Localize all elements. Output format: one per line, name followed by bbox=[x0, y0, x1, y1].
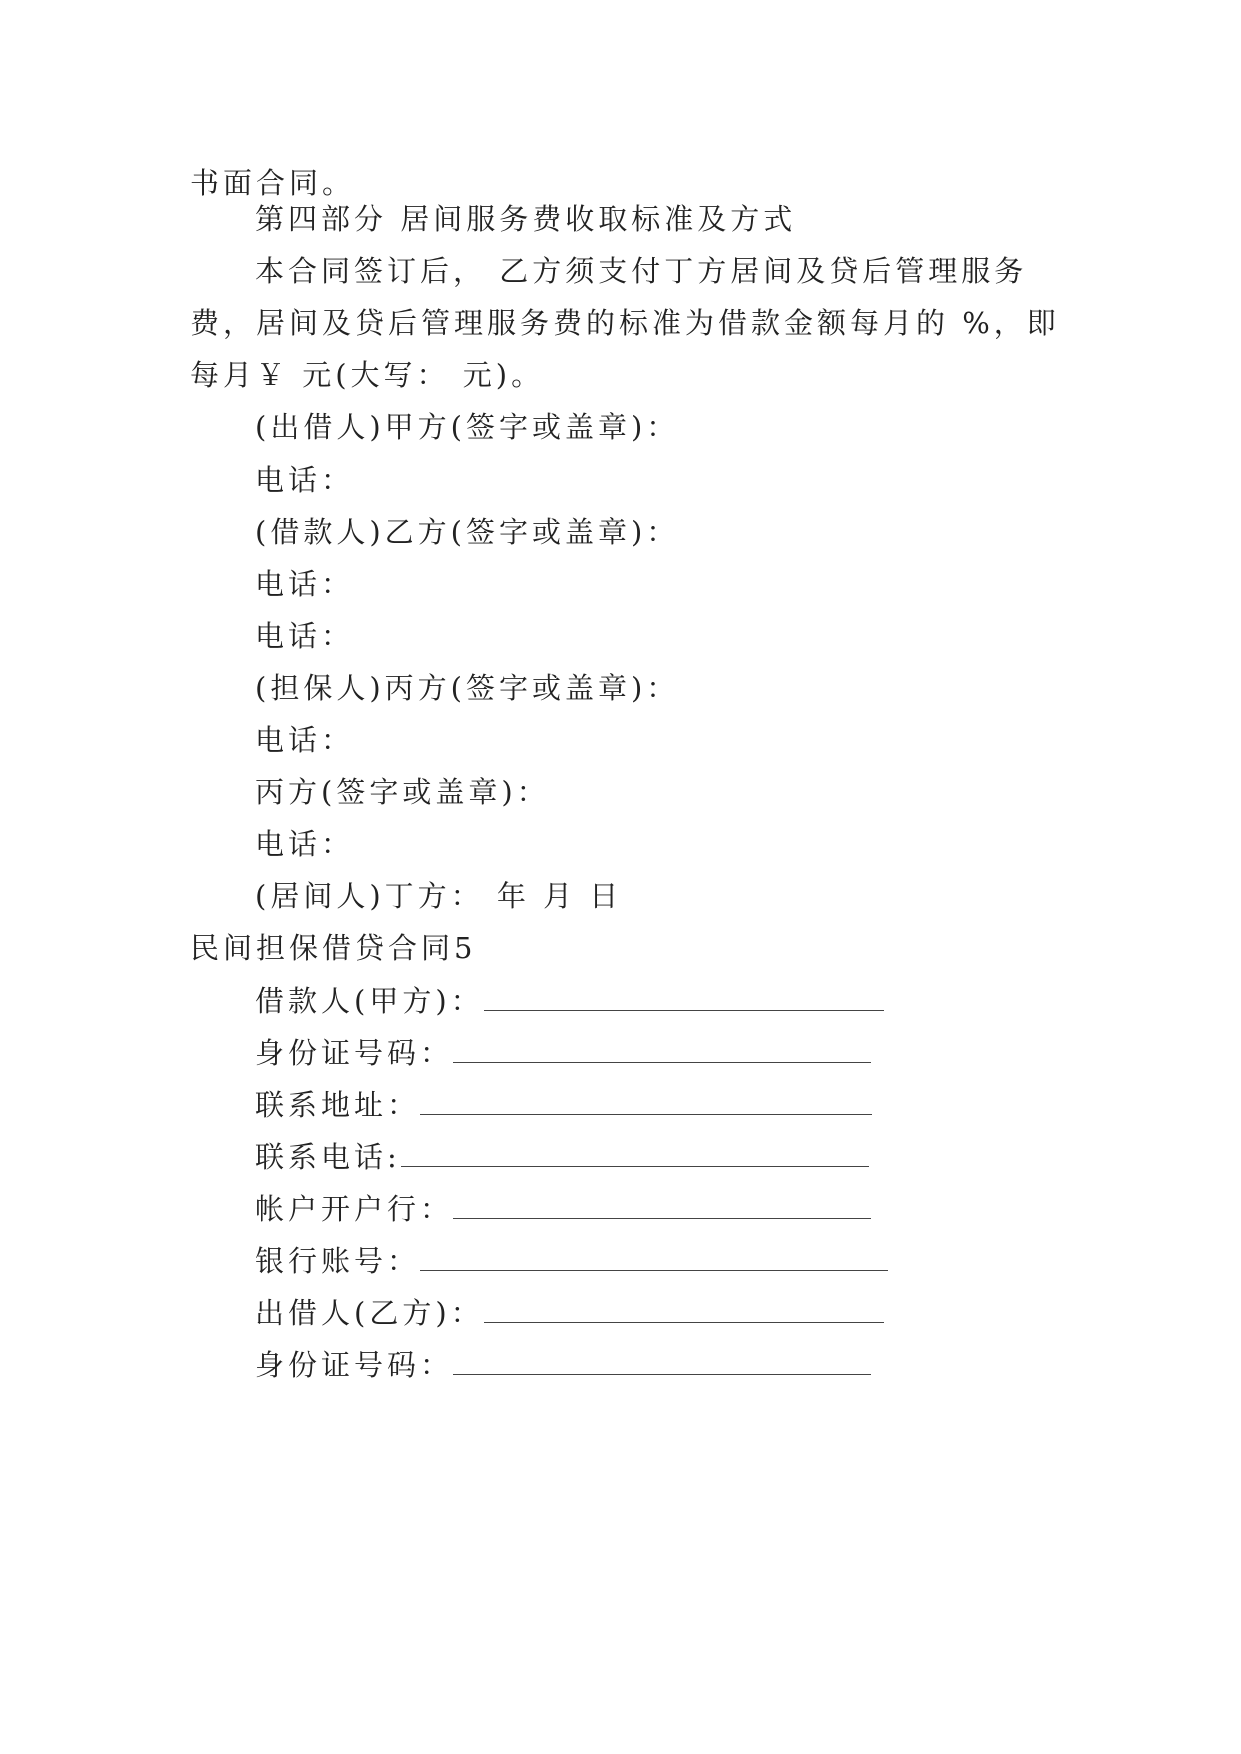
section-heading: 第四部分 居间服务费收取标准及方式 bbox=[255, 202, 797, 236]
date-line: (居间人)丁方： 年 月 日 bbox=[255, 879, 623, 913]
form-field-phone bbox=[255, 1137, 869, 1177]
blank-underline bbox=[420, 1090, 872, 1115]
text-line: 书面合同。 bbox=[190, 166, 356, 200]
form-field-label: 身份证号码： bbox=[255, 1036, 454, 1070]
blank-underline bbox=[453, 1194, 871, 1219]
signature-line: (出借人)甲方(签字或盖章)： bbox=[255, 410, 680, 444]
phone-line: 电话： bbox=[255, 619, 355, 653]
form-field-label: 帐户开户行： bbox=[255, 1192, 454, 1226]
form-field-label: 身份证号码： bbox=[255, 1348, 454, 1382]
form-field-label: 出借人(乙方)： bbox=[255, 1296, 484, 1330]
form-field-id-number bbox=[255, 1033, 871, 1073]
text-line: 每月￥ 元(大写： 元)。 bbox=[190, 358, 545, 392]
signature-line: 丙方(签字或盖章)： bbox=[255, 775, 550, 809]
form-field-address bbox=[255, 1085, 872, 1125]
contract-title: 民间担保借贷合同5 bbox=[190, 931, 477, 965]
form-field-id-number bbox=[255, 1345, 871, 1385]
signature-line: (借款人)乙方(签字或盖章)： bbox=[255, 515, 680, 549]
blank-underline bbox=[453, 1038, 871, 1063]
form-field-lender bbox=[255, 1293, 884, 1333]
signature-line: (担保人)丙方(签字或盖章)： bbox=[255, 671, 680, 705]
text-line: 费，居间及贷后管理服务费的标准为借款金额每月的 %，即 bbox=[190, 306, 1060, 340]
form-field-label: 联系电话: bbox=[255, 1140, 401, 1174]
phone-line: 电话： bbox=[255, 567, 355, 601]
blank-underline bbox=[484, 986, 884, 1011]
phone-line: 电话： bbox=[255, 827, 355, 861]
text-line: 本合同签订后， 乙方须支付丁方居间及贷后管理服务 bbox=[255, 254, 1028, 288]
form-field-borrower bbox=[255, 981, 884, 1021]
form-field-account bbox=[255, 1241, 888, 1281]
phone-line: 电话： bbox=[255, 463, 355, 497]
blank-underline bbox=[453, 1350, 871, 1375]
form-field-label: 联系地址： bbox=[255, 1088, 421, 1122]
form-field-bank bbox=[255, 1189, 871, 1229]
blank-underline bbox=[484, 1298, 884, 1323]
phone-line: 电话： bbox=[255, 723, 355, 757]
form-field-label: 银行账号： bbox=[255, 1244, 421, 1278]
blank-underline bbox=[401, 1142, 869, 1167]
blank-underline bbox=[420, 1246, 888, 1271]
form-field-label: 借款人(甲方)： bbox=[255, 984, 484, 1018]
